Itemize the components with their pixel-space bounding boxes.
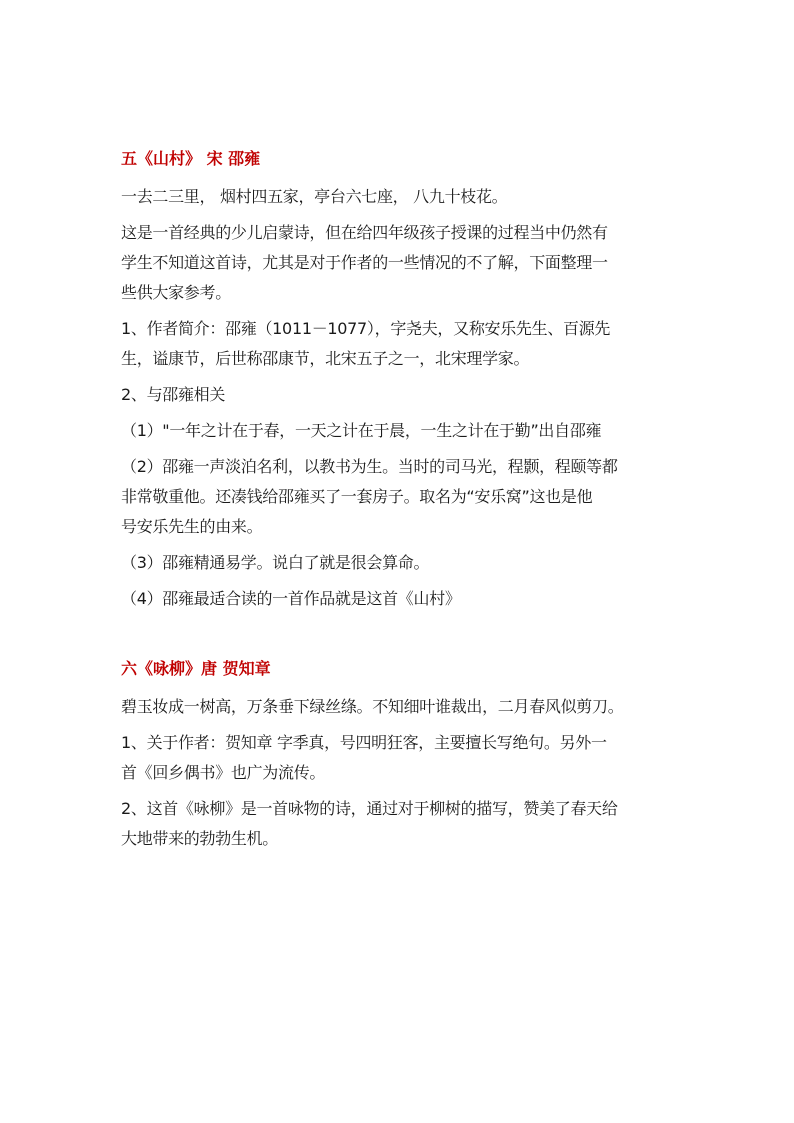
text-line: 学生不知道这首诗，尤其是对于作者的一些情况的不了解，下面整理一 xyxy=(121,253,608,272)
author-paragraph xyxy=(121,728,676,788)
text-line: 非常敬重他。还凑钱给邵雍买了一套房子。取名为“安乐窝”这也是他 xyxy=(121,487,593,506)
related-item-4 xyxy=(121,584,676,614)
document-page xyxy=(121,146,676,854)
text-line: （2）邵雍一声淡泊名利，以教书为生。当时的司马光，程颢，程颐等都 xyxy=(121,457,618,476)
intro-paragraph xyxy=(121,218,676,308)
related-item-2 xyxy=(121,452,676,542)
text-line: 2、与邵雍相关 xyxy=(121,385,226,404)
text-line: 首《回乡偶书》也广为流传。 xyxy=(121,763,326,782)
poem-text xyxy=(121,182,676,212)
text-line: 些供大家参考。 xyxy=(121,283,231,302)
analysis-paragraph xyxy=(121,794,676,854)
text-line: 号安乐先生的由来。 xyxy=(121,517,263,536)
related-item-3 xyxy=(121,548,676,578)
related-heading xyxy=(121,380,676,410)
text-line: 一去二三里， 烟村四五家，亭台六七座， 八九十枝花。 xyxy=(121,187,508,206)
author-intro-paragraph xyxy=(121,314,676,374)
poem-text xyxy=(121,692,676,722)
text-line: （4）邵雍最适合读的一首作品就是这首《山村》 xyxy=(121,589,461,608)
text-line: 1、关于作者：贺知章 字季真，号四明狂客，主要擅长写绝句。另外一 xyxy=(121,733,607,752)
text-line: 2、这首《咏柳》是一首咏物的诗，通过对于柳树的描写，赞美了春天给 xyxy=(121,799,618,818)
text-line: 这是一首经典的少儿启蒙诗，但在给四年级孩子授课的过程当中仍然有 xyxy=(121,223,608,242)
text-line: 碧玉妆成一树高，万条垂下绿丝绦。不知细叶谁裁出，二月春风似剪刀。 xyxy=(121,697,624,716)
text-line: （1）"一年之计在于春，一天之计在于晨，一生之计在于勤”出自邵雍 xyxy=(121,421,602,440)
text-line: 大地带来的勃勃生机。 xyxy=(121,829,279,848)
text-line: 生，谥康节，后世称邵康节，北宋五子之一，北宋理学家。 xyxy=(121,349,530,368)
section-yongliu xyxy=(121,656,676,854)
section-title: 六《咏柳》唐 贺知章 xyxy=(121,659,271,678)
section-title: 五《山村》 宋 邵雍 xyxy=(121,149,261,168)
text-line: （3）邵雍精通易学。说白了就是很会算命。 xyxy=(121,553,430,572)
text-line: 1、作者简介：邵雍（1011－1077），字尧夫，又称安乐先生、百源先 xyxy=(121,319,611,338)
related-item-1 xyxy=(121,416,676,446)
section-shancun xyxy=(121,146,676,614)
